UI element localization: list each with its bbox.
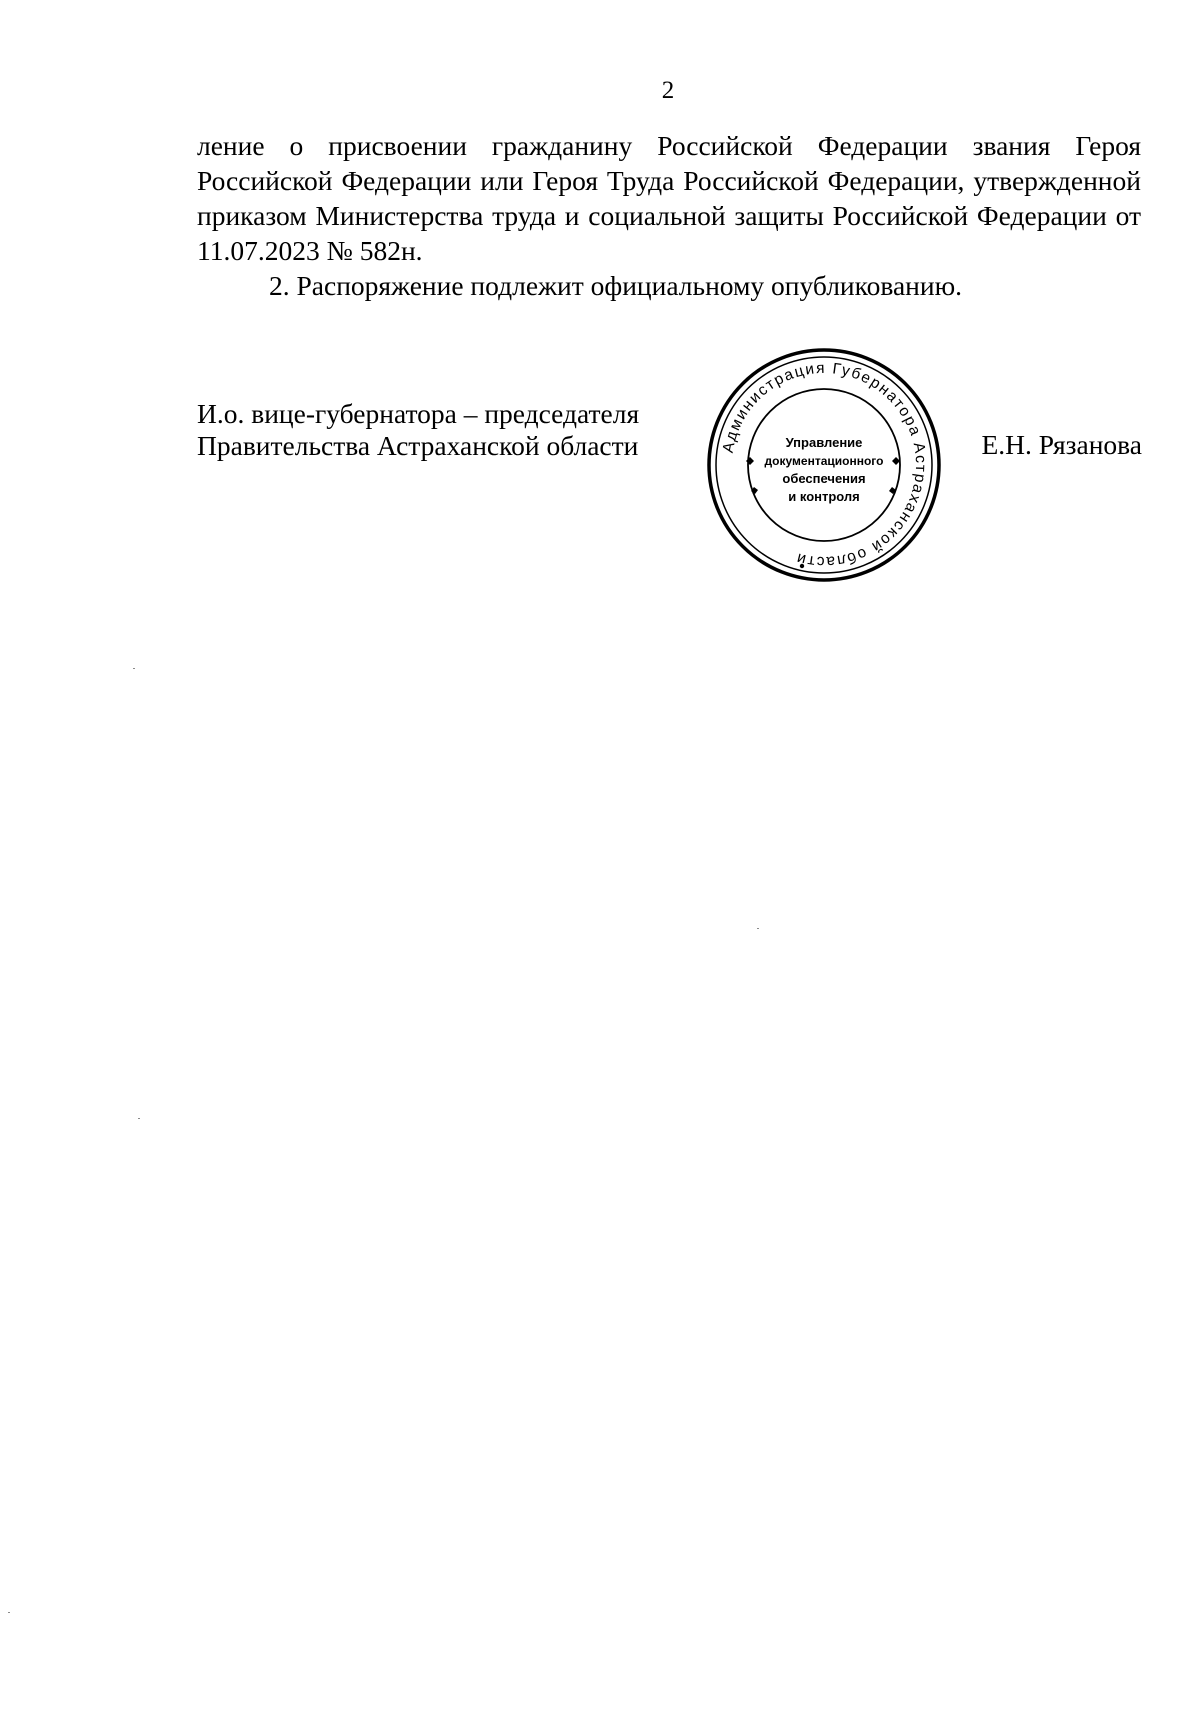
signatory-name: Е.Н. Рязанова — [981, 429, 1142, 460]
scan-speck — [757, 928, 759, 929]
document-body — [197, 128, 1141, 303]
signatory-position — [197, 398, 677, 462]
page-number: 2 — [661, 77, 675, 104]
scan-speck — [138, 1118, 140, 1119]
seal-center-text — [765, 435, 884, 504]
seal-center-line-2: документационного — [764, 454, 884, 468]
seal-graphic — [706, 347, 942, 583]
seal-ring-text-path: Администрация Губернатора Астраханской области — [719, 359, 930, 571]
body-paragraph-1: ление о присвоении гражданину Российской Федерации звания Героя Российской Федерации или Героя Труда Российской Федерации, утвержденной приказом Министерства труда и социальной защиты Российской Федерации от 11.07.2023 № 582н. — [197, 130, 1141, 266]
body-paragraph-2: 2. Распоряжение подлежит официальному опубликованию. — [269, 270, 963, 301]
signatory-position-line-1: И.о. вице-губернатора – председателя — [197, 398, 640, 429]
official-seal — [706, 347, 942, 583]
seal-center-line-3: обеспечения — [782, 471, 866, 486]
seal-center-line-1: Управление — [785, 435, 863, 450]
scan-speck — [8, 1612, 10, 1613]
seal-center-line-4: и контроля — [788, 489, 860, 504]
scan-speck — [133, 668, 135, 669]
signatory-position-line-2: Правительства Астраханской области — [197, 430, 639, 461]
